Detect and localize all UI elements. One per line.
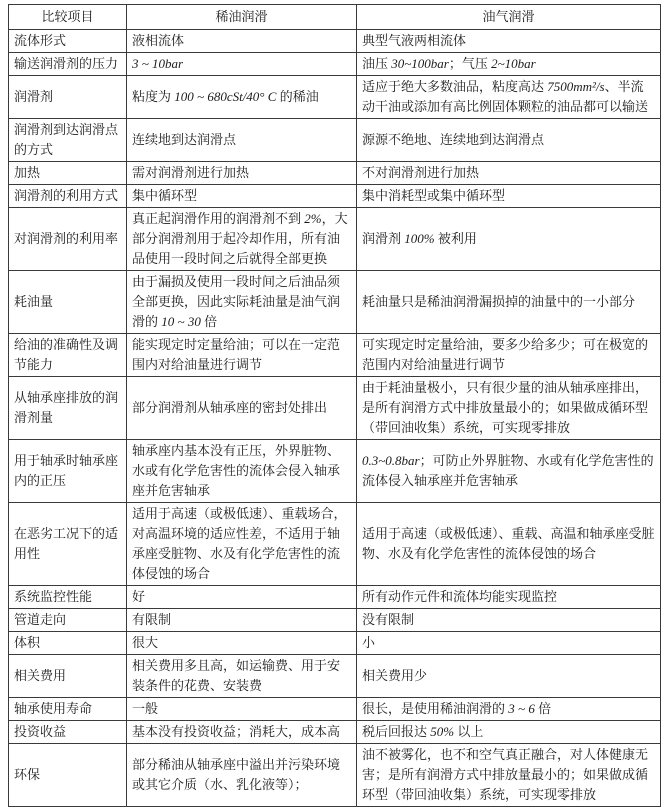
thin-oil-cell: 基本没有投资收益；消耗大，成本高	[127, 721, 357, 744]
lubrication-comparison-table	[8, 4, 661, 807]
oil-air-cell: 很长，是使用稀油润滑的 3 ~ 6 倍	[357, 698, 661, 721]
row-label: 润滑剂	[9, 76, 127, 119]
thin-oil-cell: 粘度为 100 ~ 680cSt/40° C 的稀油	[127, 76, 357, 119]
thin-oil-cell: 轴承座内基本没有正压，外界脏物、水或有化学危害性的流体会侵入轴承座并危害轴承	[127, 440, 357, 503]
thin-oil-cell: 3 ~ 10bar	[127, 53, 357, 76]
thin-oil-cell: 能实现定时定量给油；可以在一定范围内对给油量进行调节	[127, 334, 357, 377]
table-row	[9, 698, 661, 721]
oil-air-cell: 相关费用少	[357, 655, 661, 698]
row-label: 给油的准确性及调节能力	[9, 334, 127, 377]
table-row	[9, 208, 661, 271]
row-label: 从轴承座排放的润滑剂量	[9, 377, 127, 440]
table-row	[9, 271, 661, 334]
row-label: 输送润滑剂的压力	[9, 53, 127, 76]
oil-air-cell: 耗油量只是稀油润滑漏损掉的油量中的一小部分	[357, 271, 661, 334]
oil-air-cell: 0.3~0.8bar；可防止外界脏物、水或有化学危害性的流体侵入轴承座并危害轴承	[357, 440, 661, 503]
thin-oil-cell: 部分润滑剂从轴承座的密封处排出	[127, 377, 357, 440]
row-label: 润滑剂到达润滑点的方式	[9, 119, 127, 162]
table-row	[9, 503, 661, 586]
header-oil-air: 油气润滑	[357, 5, 661, 30]
table-row	[9, 162, 661, 185]
row-label: 用于轴承时轴承座内的正压	[9, 440, 127, 503]
oil-air-cell: 典型气液两相流体	[357, 30, 661, 53]
table-row	[9, 119, 661, 162]
thin-oil-cell: 很大	[127, 632, 357, 655]
oil-air-cell: 由于耗油量极小，只有很少量的油从轴承座排出，是所有润滑方式中排放量最小的；如果做成循环型（带回油收集）系统，可实现零排放	[357, 377, 661, 440]
oil-air-cell: 没有限制	[357, 609, 661, 632]
thin-oil-cell: 一般	[127, 698, 357, 721]
oil-air-cell: 适用于高速（或极低速）、重载、高温和轴承座受脏物、水及有化学危害性的流体侵蚀的场合	[357, 503, 661, 586]
table-row	[9, 377, 661, 440]
thin-oil-cell: 好	[127, 586, 357, 609]
thin-oil-cell: 连续地到达润滑点	[127, 119, 357, 162]
header-thin-oil: 稀油润滑	[127, 5, 357, 30]
table-row	[9, 185, 661, 208]
table-row	[9, 586, 661, 609]
oil-air-cell: 税后回报达 50% 以上	[357, 721, 661, 744]
table-row	[9, 76, 661, 119]
table-row	[9, 609, 661, 632]
thin-oil-cell: 真正起润滑作用的润滑剂不到 2%，大部分润滑剂用于起冷却作用，所有油品使用一段时间之后就得全部更换	[127, 208, 357, 271]
oil-air-cell: 源源不绝地、连续地到达润滑点	[357, 119, 661, 162]
oil-air-cell: 集中消耗型或集中循环型	[357, 185, 661, 208]
row-label: 体积	[9, 632, 127, 655]
oil-air-cell: 可实现定时定量给油，要多少给多少；可在极宽的范围内对给油量进行调节	[357, 334, 661, 377]
row-label: 环保	[9, 744, 127, 807]
table-row	[9, 744, 661, 807]
thin-oil-cell: 液相流体	[127, 30, 357, 53]
table-row	[9, 721, 661, 744]
table-row	[9, 334, 661, 377]
thin-oil-cell: 需对润滑剂进行加热	[127, 162, 357, 185]
table-row	[9, 30, 661, 53]
thin-oil-cell: 相关费用多且高，如运输费、用于安装条件的花费、安装费	[127, 655, 357, 698]
table-row	[9, 632, 661, 655]
row-label: 润滑剂的利用方式	[9, 185, 127, 208]
table-row	[9, 440, 661, 503]
thin-oil-cell: 由于漏损及使用一段时间之后油品须全部更换，因此实际耗油量是油气润滑的 10 ~ 30 倍	[127, 271, 357, 334]
thin-oil-cell: 集中循环型	[127, 185, 357, 208]
oil-air-cell: 油压 30~100bar；气压 2~10bar	[357, 53, 661, 76]
row-label: 耗油量	[9, 271, 127, 334]
row-label: 投资收益	[9, 721, 127, 744]
thin-oil-cell: 有限制	[127, 609, 357, 632]
table-header-row	[9, 5, 661, 30]
row-label: 加热	[9, 162, 127, 185]
row-label: 管道走向	[9, 609, 127, 632]
row-label: 在恶劣工况下的适用性	[9, 503, 127, 586]
row-label: 系统监控性能	[9, 586, 127, 609]
header-comparison-item: 比较项目	[9, 5, 127, 30]
thin-oil-cell: 适用于高速（或极低速）、重载场合，对高温环境的适应性差，不适用于轴承座受脏物、水及有化学危害性的流体侵蚀的场合	[127, 503, 357, 586]
oil-air-cell: 油不被雾化，也不和空气真正融合，对人体健康无害；是所有润滑方式中排放量最小的；如果做成循环型（带回油收集）系统，可实现零排放	[357, 744, 661, 807]
oil-air-cell: 不对润滑剂进行加热	[357, 162, 661, 185]
oil-air-cell: 润滑剂 100% 被利用	[357, 208, 661, 271]
table-row	[9, 53, 661, 76]
oil-air-cell: 适应于绝大多数油品，粘度高达 7500mm²/s、半流动干油或添加有高比例固体颗粒的油品都可以输送	[357, 76, 661, 119]
row-label: 对润滑剂的利用率	[9, 208, 127, 271]
row-label: 相关费用	[9, 655, 127, 698]
thin-oil-cell: 部分稀油从轴承座中溢出并污染环境或其它介质（水、乳化液等）；	[127, 744, 357, 807]
table-row	[9, 655, 661, 698]
oil-air-cell: 小	[357, 632, 661, 655]
oil-air-cell: 所有动作元件和流体均能实现监控	[357, 586, 661, 609]
row-label: 流体形式	[9, 30, 127, 53]
row-label: 轴承使用寿命	[9, 698, 127, 721]
